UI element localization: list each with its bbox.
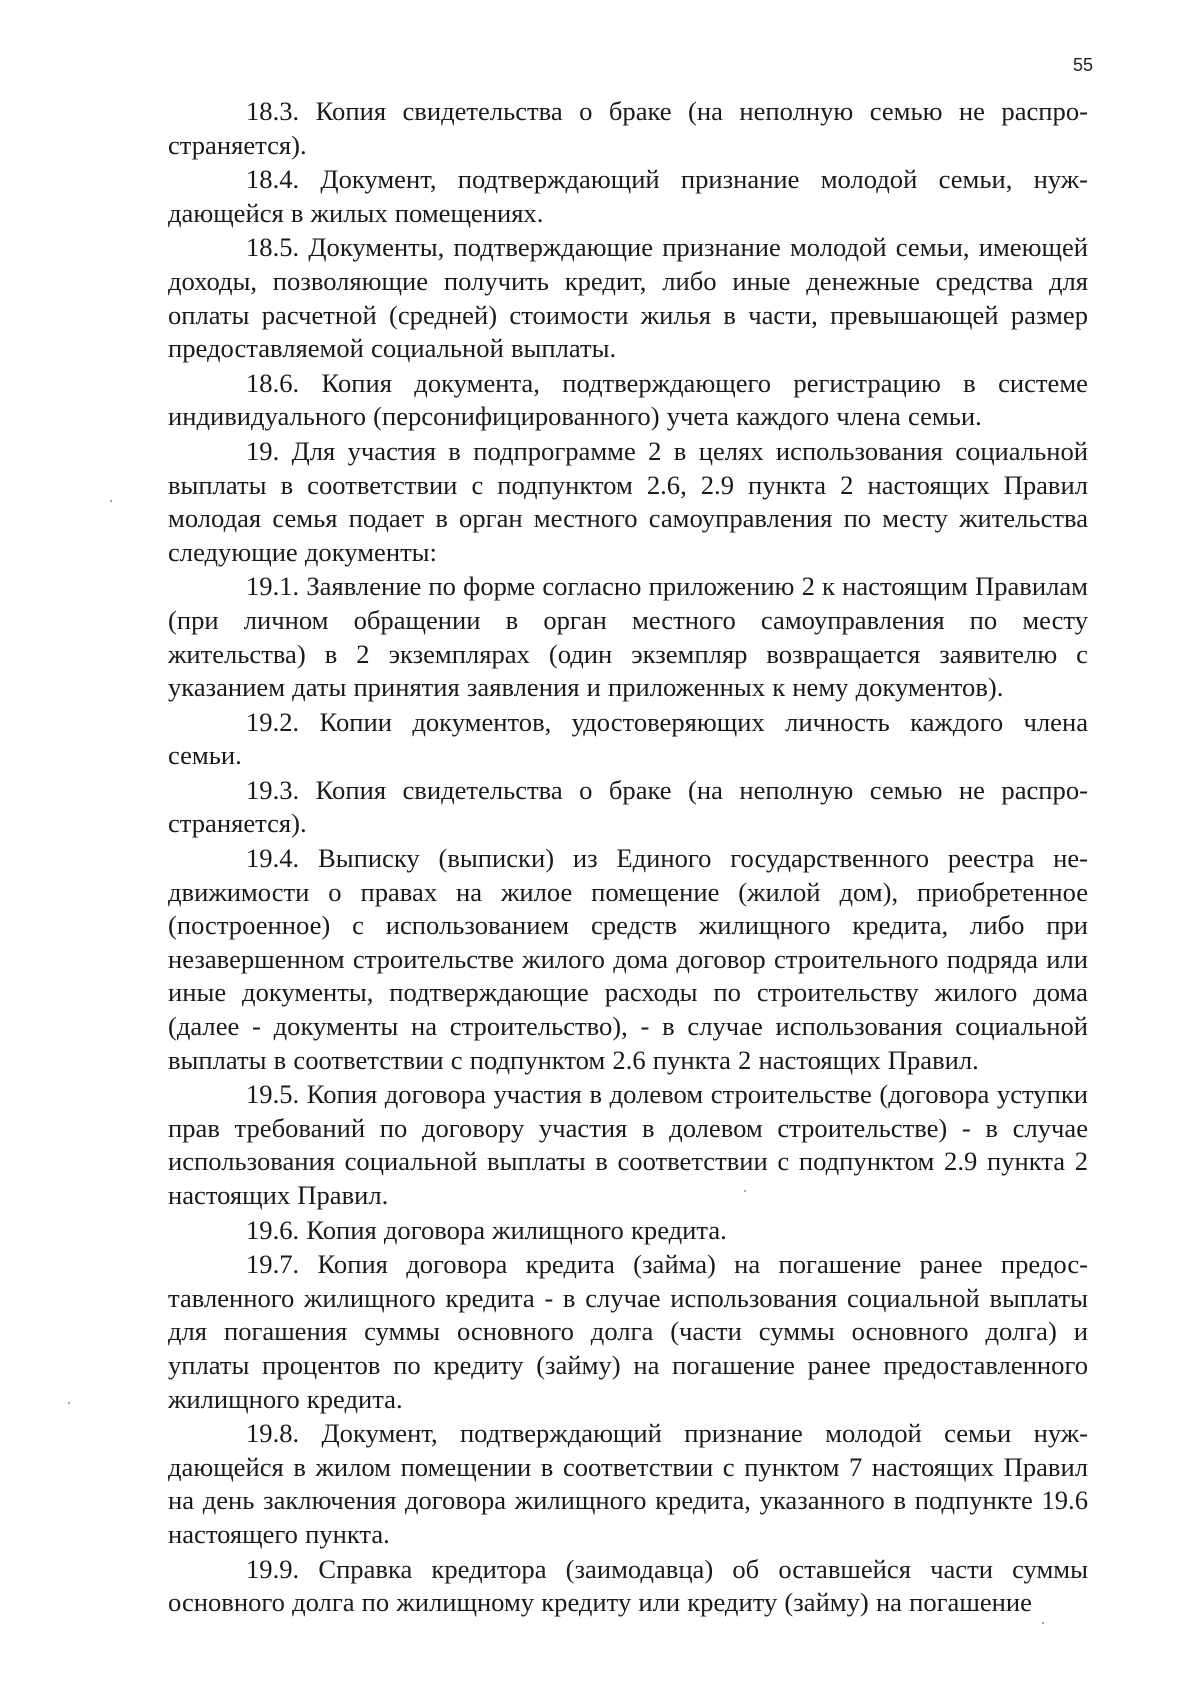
paragraph-19-3: 19.3. Копия свидетельства о браке (на неполную семью не распространяется). bbox=[168, 774, 1088, 839]
scan-speck bbox=[1042, 1622, 1044, 1624]
paragraph-18-6: 18.6. Копия документа, подтверждающего регистрацию в системе индивидуального (персонифицированного) учета каждого члена семьи. bbox=[168, 367, 1088, 432]
scan-speck bbox=[744, 1190, 746, 1192]
paragraph-19-7: 19.7. Копия договора кредита (займа) на погашение ранее предоставленного жилищного кредита - в случае использования социальной выплаты для погашения суммы основного долга (части суммы основного долга) и уплаты процентов по кредиту (займу) на погашение ранее предоставленного жилищного кредита. bbox=[168, 1249, 1088, 1414]
document-body bbox=[168, 95, 1088, 1620]
page-number: 55 bbox=[1072, 55, 1093, 75]
paragraph-19-5: 19.5. Копия договора участия в долевом строительстве (договора уступки прав требований по договору участия в долевом строительстве) - в случае использования социальной выплаты в соответствии с подпунктом 2.9 пункта 2 настоящих Правил. bbox=[168, 1079, 1088, 1210]
scan-speck bbox=[110, 500, 112, 502]
paragraph-18-5: 18.5. Документы, подтверждающие признание молодой семьи, имеющей доходы, позволяющие получить кредит, либо иные денежные средства для оплаты расчетной (средней) стоимости жилья в части, превышающей размер предоставляемой социальной выплаты. bbox=[168, 232, 1088, 364]
paragraph-18-3: 18.3. Копия свидетельства о браке (на неполную семью не распространяется). bbox=[168, 96, 1088, 160]
paragraph-19-2: 19.2. Копии документов, удостоверяющих личность каждого члена семьи. bbox=[168, 706, 1088, 771]
scan-speck bbox=[68, 1402, 70, 1404]
paragraph-19-1: 19.1. Заявление по форме согласно приложению 2 к настоящим Правилам (при личном обращении в орган местного самоуправления по месту жительства) в 2 экземплярах (один экземпляр возвращается заявителю с указанием даты принятия заявления и приложенных к нему документов). bbox=[168, 571, 1088, 703]
paragraph-19-6: 19.6. Копия договора жилищного кредита. bbox=[246, 1214, 727, 1245]
paragraph-18-4: 18.4. Документ, подтверждающий признание молодой семьи, нуждающейся в жилых помещениях. bbox=[168, 164, 1088, 228]
paragraph-19-4: 19.4. Выписку (выписки) из Единого государственного реестра недвижимости о правах на жилое помещение (жилой дом), приобретенное (построенное) с использованием средств жилищного кредита, либо при незавершенном строительстве жилого дома договор строительного подряда или иные документы, подтверждающие расходы по строительству жилого дома (далее - документы на строительство), - в случае использования социальной выплаты в соответствии с подпунктом 2.6 пункта 2 настоящих Правил. bbox=[168, 843, 1088, 1075]
paragraph-19-9: 19.9. Справка кредитора (заимодавца) об оставшейся части суммы основного долга по жилищному кредиту или кредиту (займу) на погашение bbox=[168, 1553, 1088, 1618]
paragraph-19: 19. Для участия в подпрограмме 2 в целях использования социальной выплаты в соответствии с подпунктом 2.6, 2.9 пункта 2 настоящих Правил молодая семья подает в орган местного самоуправления по месту жительства следующие документы: bbox=[168, 435, 1088, 567]
paragraph-19-8: 19.8. Документ, подтверждающий признание молодой семьи нуждающейся в жилом помещении в соответствии с пунктом 7 настоящих Правил на день заключения договора жилищного кредита, указанного в подпункте 19.6 настоящего пункта. bbox=[168, 1418, 1088, 1549]
